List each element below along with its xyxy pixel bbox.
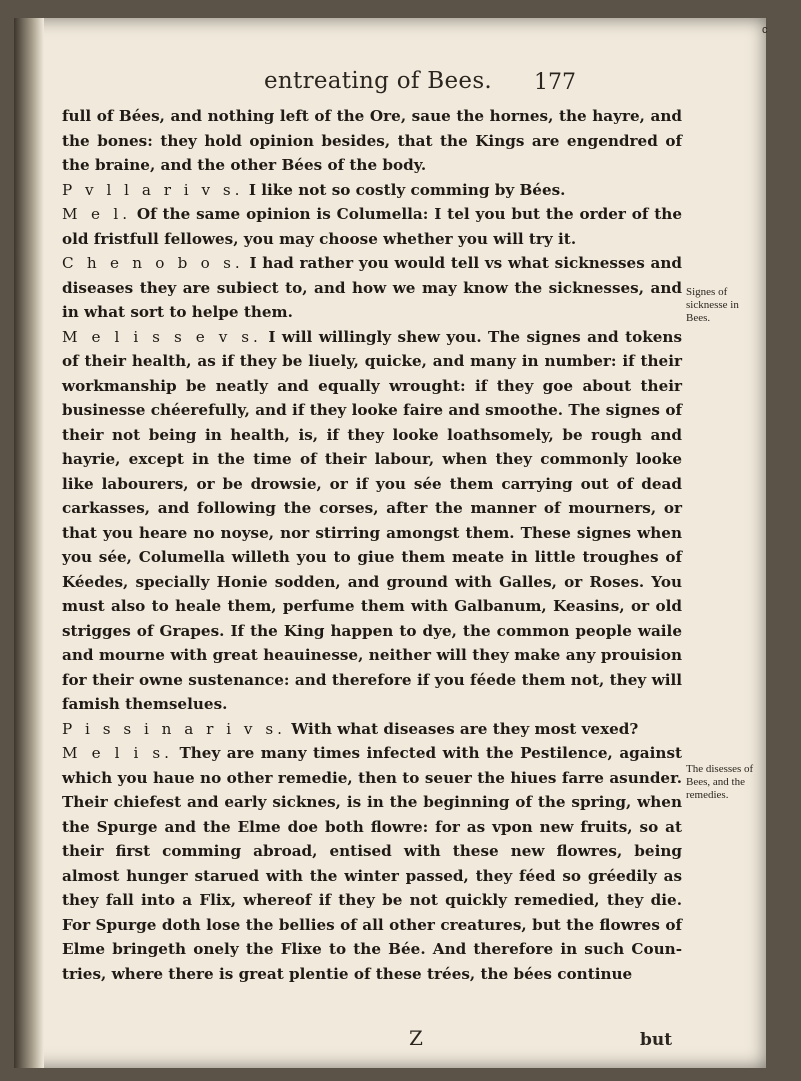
paragraph bbox=[62, 178, 682, 203]
speaker-name: C h e n o b o s. bbox=[62, 254, 244, 272]
paragraph-text: full of Bées, and nothing left of the Ore, saue the hornes, the hayre, and the bones: they hold opinion besides, that the Kings are engendred of the braine, and the other Bées of the body. bbox=[62, 107, 682, 174]
paragraph bbox=[62, 104, 682, 178]
paragraph bbox=[62, 717, 682, 742]
paragraph-text: I like not so costly comming by Bées. bbox=[248, 180, 566, 199]
paragraph bbox=[62, 325, 682, 717]
catchword: but bbox=[640, 1030, 673, 1050]
book-page bbox=[14, 18, 766, 1068]
corner-mark: c bbox=[762, 24, 768, 36]
body-text bbox=[62, 104, 682, 986]
paragraph-text: I will willingly shew you. The signes and tokens of their health, as if they be liuely, quicke, and many in number: if their workmanship be neatly and equally wrought: if they goe about their businesse chéerefully, and if they looke faire and smoothe. The signes of their not being in health, is, if they looke loathsomely, be rough and hayrie, except in the time of their labour, when they commonly looke like labourers, or be drowsie, or if you sée them carrying out of dead carkasses, and following the corses, after the manner of mourners, or that you heare no noyse, nor stirring amongst them. These signes when you sée, Columella willeth you to giue them meate in little troughes of Kéedes, specially Honie sodden, and ground with Galles, or Roses. You must also to heale them, perfume them with Galbanum, Keasins, or old strigges of Grapes. If the King happen to dye, the common people waile and mourne with great heauinesse, neither will they make any prouision for their owne sustenance: and therefore if you féede them not, they will famish themselues. bbox=[62, 327, 683, 713]
speaker-name: M e l. bbox=[62, 205, 132, 223]
paragraph bbox=[62, 202, 682, 251]
marginal-note-signes: Signes of sicknesse in Bees. bbox=[686, 286, 739, 324]
paragraph bbox=[62, 251, 682, 325]
speaker-name: P i s s i n a r i v s. bbox=[62, 719, 286, 738]
paragraph-text: I had rather you would tell vs what sicknesses and diseases they are subiect to, and how we may know the sicknesses, and in what sort to helpe them. bbox=[62, 254, 682, 321]
speaker-name: M e l i s s e v s. bbox=[62, 327, 262, 346]
page-number: 177 bbox=[534, 70, 576, 95]
signature-mark: Z bbox=[409, 1026, 423, 1050]
paragraph-text: They are many times infected with the Pestilence, against which you haue no other remedie, then to seuer the hiues farre asunder. Their chiefest and early sicknes, is in the beginning of the spring, when the Spurge and the Elme doe both flowre: for as vpon new fruits, so at their first comming abroad, entised with these new flowres, being almost hunger starued with the winter passed, they féed so gréedily as they fall into a Flix, whereof if they be not quickly remedied, they die. For Spurge doth lose the bellies of all other creatures, but the flowres of Elme bringeth onely the Flixe to the Bée. And therefore in such Countries, where there is great plentie of these trées, the bées continue bbox=[62, 744, 683, 983]
marginal-note-diseases: The disesses of Bees, and the remedies. bbox=[686, 763, 754, 801]
speaker-name: P v l l a r i v s. bbox=[62, 180, 244, 199]
page-gutter-shadow bbox=[14, 18, 44, 1068]
running-head: entreating of Bees. bbox=[264, 68, 493, 94]
paragraph-text: With what diseases are they most vexed? bbox=[291, 719, 639, 738]
paragraph-text: Of the same opinion is Columella: I tel you but the order of the old fristfull fellowes, you may choose whether you will try it. bbox=[62, 205, 682, 248]
paragraph bbox=[62, 741, 682, 986]
speaker-name: M e l i s. bbox=[62, 744, 173, 762]
